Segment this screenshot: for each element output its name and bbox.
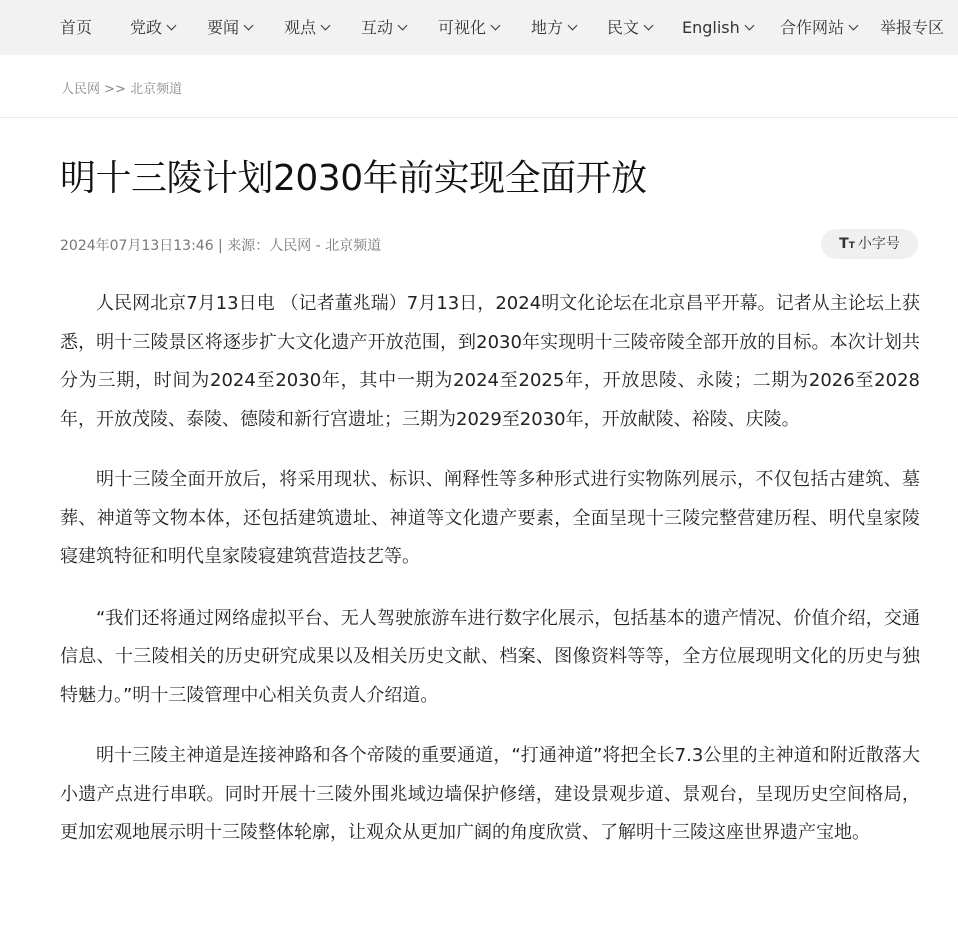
breadcrumb-bar: [0, 55, 958, 118]
nav-item-label: 民文: [607, 18, 640, 37]
chevron-down-icon: [744, 21, 754, 31]
source-link[interactable]: 人民网 - 北京频道: [269, 238, 382, 254]
article-paragraph: 明十三陵主神道是连接神路和各个帝陵的重要通道，“打通神道”将把全长7.3公里的主神道和附近散落大小遗产点进行串联。同时开展十三陵外围兆域边墙保护修缮，建设景观步道、景观台，呈现历史空间格局，更加宏观地展示明十三陵整体轮廓，让观众从更加广阔的角度欣赏、了解明十三陵这座世界遗产宝地。: [60, 745, 920, 843]
nav-item-label: 观点: [284, 18, 317, 37]
nav-item-local[interactable]: [531, 0, 576, 55]
breadcrumb-separator: >>: [100, 82, 131, 97]
nav-item-opinion[interactable]: [284, 0, 329, 55]
nav-item-report[interactable]: [880, 0, 944, 55]
publish-date: 2024年07月13日13:46: [60, 238, 214, 254]
top-navigation: [0, 0, 958, 55]
chevron-down-icon: [398, 21, 408, 31]
source-prefix: | 来源：: [213, 238, 270, 254]
nav-item-news[interactable]: [207, 0, 252, 55]
chevron-down-icon: [244, 21, 254, 31]
nav-item-label: 可视化: [438, 18, 487, 37]
breadcrumb-channel-link[interactable]: 北京频道: [130, 82, 183, 97]
nav-item-label: 互动: [361, 18, 394, 37]
font-size-toggle-label: 小字号: [857, 236, 900, 252]
chevron-down-icon: [321, 21, 331, 31]
chevron-down-icon: [644, 21, 654, 31]
breadcrumb-home-link[interactable]: 人民网: [61, 82, 101, 97]
breadcrumb: [61, 78, 182, 97]
nav-item-label: 要闻: [207, 18, 240, 37]
text-size-icon: TT: [839, 236, 855, 252]
article-paragraph: 明十三陵全面开放后，将采用现状、标识、阐释性等多种形式进行实物陈列展示，不仅包括古建筑、墓葬、神道等文物本体，还包括建筑遗址、神道等文化遗产要素，全面呈现十三陵完整营建历程、明代皇家陵寝建筑特征和明代皇家陵寝建筑营造技艺等。: [60, 469, 920, 567]
article-meta: [60, 235, 381, 255]
nav-item-ethnic[interactable]: [607, 0, 652, 55]
article-body: [60, 285, 920, 853]
nav-item-label: English: [682, 18, 740, 37]
article-title: 明十三陵计划2030年前实现全面开放: [60, 158, 647, 199]
nav-item-label: 党政: [130, 18, 163, 37]
chevron-down-icon: [849, 21, 859, 31]
chevron-down-icon: [167, 21, 177, 31]
nav-item-partners[interactable]: [780, 0, 857, 55]
chevron-down-icon: [491, 21, 501, 31]
nav-item-label: 地方: [531, 18, 564, 37]
nav-item-label: 首页: [60, 18, 93, 37]
nav-item-home[interactable]: [60, 0, 92, 55]
font-size-toggle-button[interactable]: [821, 229, 918, 259]
nav-item-interact[interactable]: [361, 0, 406, 55]
nav-item-party[interactable]: [130, 0, 175, 55]
chevron-down-icon: [568, 21, 578, 31]
nav-item-label: 举报专区: [880, 18, 945, 37]
article-paragraph: 人民网北京7月13日电 （记者董兆瑞）7月13日，2024明文化论坛在北京昌平开幕。记者从主论坛上获悉，明十三陵景区将逐步扩大文化遗产开放范围，到2030年实现明十三陵帝陵全部开放的目标。本次计划共分为三期，时间为2024至2030年，其中一期为2024至2025年，开放思陵、永陵；二期为2026至2028年，开放茂陵、泰陵、德陵和新行宫遗址；三期为2029至2030年，开放献陵、裕陵、庆陵。: [60, 293, 920, 430]
nav-item-label: 合作网站: [780, 18, 845, 37]
article-paragraph: “我们还将通过网络虚拟平台、无人驾驶旅游车进行数字化展示，包括基本的遗产情况、价值介绍，交通信息、十三陵相关的历史研究成果以及相关历史文献、档案、图像资料等等，全方位展现明文化的历史与独特魅力。”明十三陵管理中心相关负责人介绍道。: [60, 607, 920, 706]
nav-item-english[interactable]: [682, 0, 753, 55]
nav-item-visual[interactable]: [438, 0, 499, 55]
